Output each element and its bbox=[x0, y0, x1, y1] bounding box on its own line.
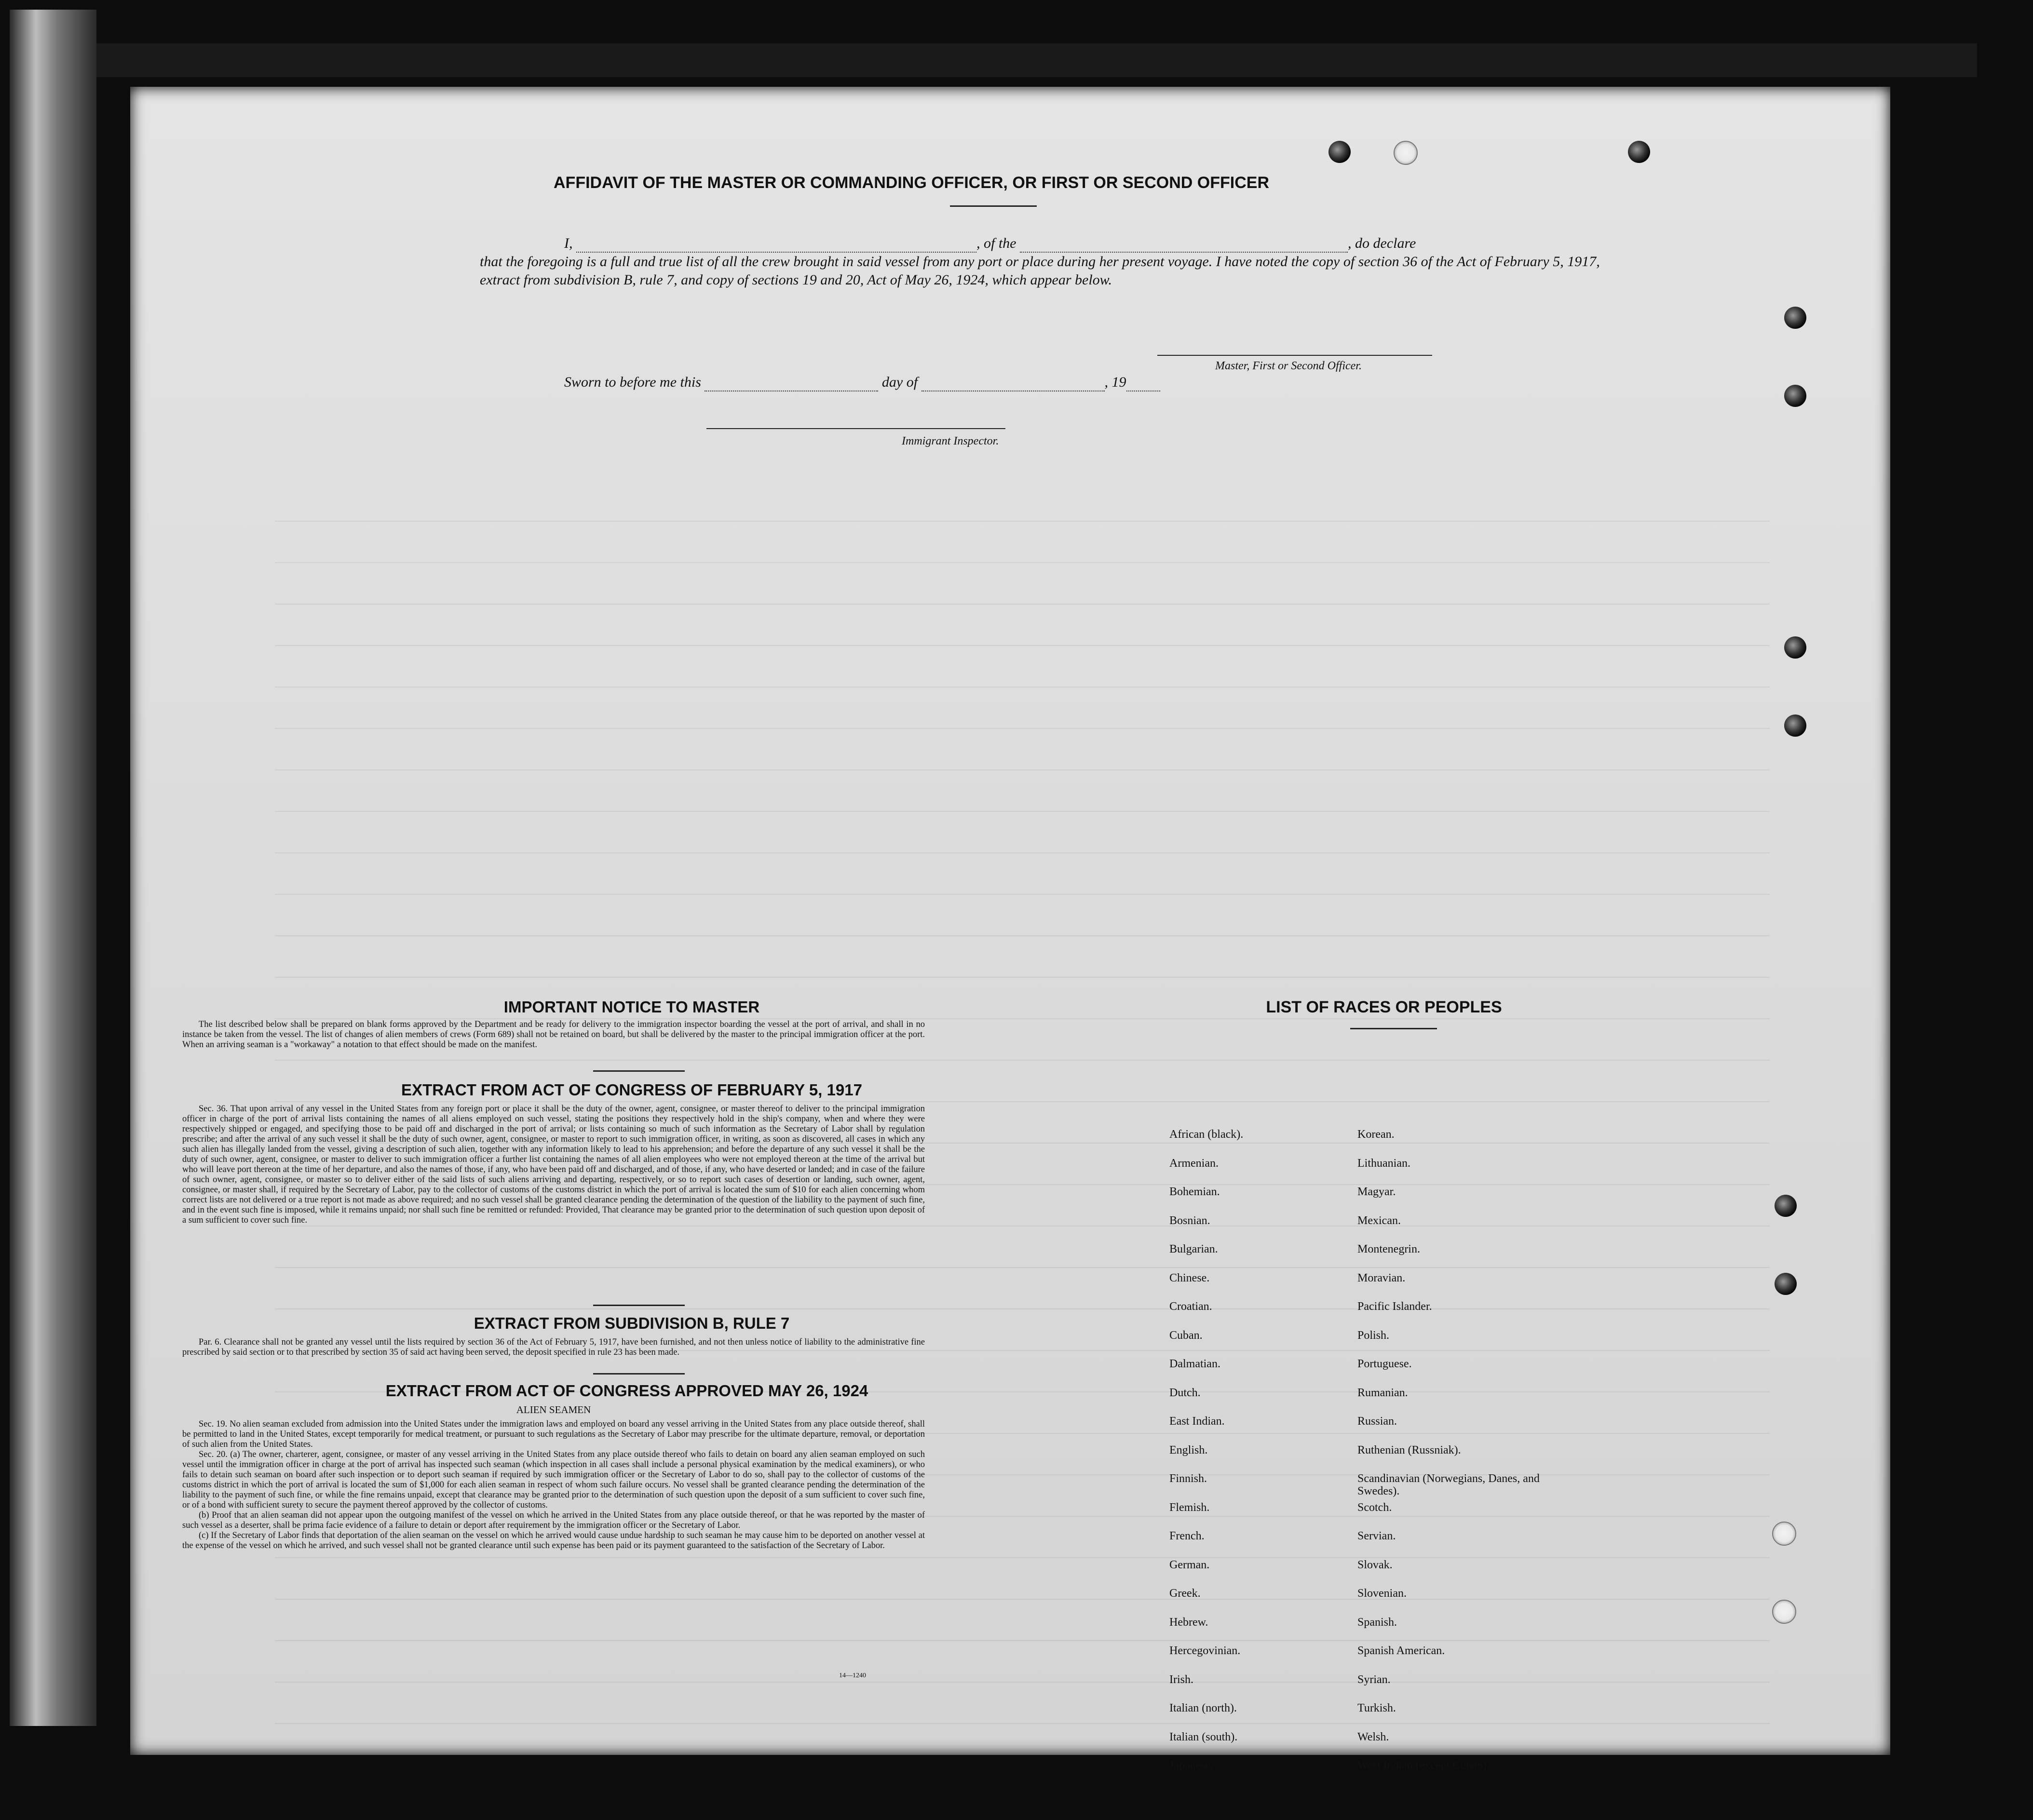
race-item: East Indian. bbox=[1169, 1415, 1225, 1428]
vessel-name-field[interactable] bbox=[1020, 238, 1348, 253]
race-item: Welsh. bbox=[1357, 1730, 1389, 1743]
inspector-signature-line[interactable] bbox=[706, 428, 1005, 429]
extract-1917-title: EXTRACT FROM ACT OF CONGRESS OF FEBRUARY 5, 1917 bbox=[401, 1081, 862, 1099]
race-item: Chinese. bbox=[1169, 1271, 1210, 1284]
ghost-line bbox=[275, 687, 1770, 688]
race-item: Croatian. bbox=[1169, 1300, 1212, 1313]
race-item: Spanish. bbox=[1357, 1616, 1397, 1629]
ghost-line bbox=[275, 645, 1770, 646]
manifest-page bbox=[130, 87, 1890, 1772]
affidavit-title: AFFIDAVIT OF THE MASTER OR COMMANDING OFFICER, OR FIRST OR SECOND OFFICER bbox=[554, 174, 1269, 192]
extract-1917-rule bbox=[593, 1305, 685, 1306]
affidavit-declaration-line bbox=[564, 234, 1615, 253]
master-signature-line[interactable] bbox=[1157, 355, 1432, 356]
sworn-day-field[interactable] bbox=[705, 377, 878, 391]
race-item: Lithuanian. bbox=[1357, 1157, 1410, 1170]
race-item: Cuban. bbox=[1169, 1329, 1203, 1342]
race-item: Bosnian. bbox=[1169, 1214, 1210, 1227]
race-item: Korean. bbox=[1357, 1128, 1395, 1141]
race-item: Flemish. bbox=[1169, 1501, 1210, 1514]
binder-hole bbox=[1772, 1600, 1796, 1624]
race-item: Greek. bbox=[1169, 1587, 1201, 1600]
race-item: Syrian. bbox=[1357, 1673, 1391, 1686]
extract-1924-subtitle: ALIEN SEAMEN bbox=[516, 1404, 591, 1416]
race-item: French. bbox=[1169, 1530, 1205, 1542]
ghost-line bbox=[275, 935, 1770, 936]
race-item: Armenian. bbox=[1169, 1157, 1219, 1170]
sec36-paragraph: Sec. 36. That upon arrival of any vessel in the United States from any foreign port or place it shall be the duty of the owner, agent, consignee, or master thereof to deliver to the principal immigration officer in charge of the port of arrival lists containing the names of all aliens employed on such vessel, stating the positions they respectively hold in the ship's company, when and where they were respectively shipped or engaged, and specifying those to be paid off and discharged in the port of arrival; or lists containing so much of such information as the Secretary of Labor shall by regulation prescribe; and after the arrival of any such vessel it shall be the duty of such owner, agent, consignee, or master to report to such immigration officer, in writing, as soon as discovered, all cases in which any such alien has illegally landed from the vessel, giving a description of such alien, together with any information likely to lead to his apprehension; and before the departure of any such vessel it shall be the duty of such owner, agent, consignee, or master to deliver to such immigration officer a further list containing the names of all alien employees who were not employed thereon at the time of the arrival but who will leave port thereon at the time of her departure, and also the names of those, if any, who have been paid off and discharged, and of those, if any, who have deserted or landed; and in case of the failure of such owner, agent, consignee, or master so to deliver either of the said lists of such aliens arriving and departing, respectively, or so to report such cases of desertion or landing, such owner, agent, consignee, or master shall, if required by the Secretary of Labor, pay to the collector of customs of the customs district in which the port of arrival is located the sum of $10 for each alien concerning whom correct lists are not delivered or a true report is not made as above required; and no such vessel shall be granted clearance pending the determination of the question of the liability to the payment of such fine, and in the event such fine is imposed, while it remains unpaid; nor shall such fine be remitted or refunded: Provided, That clearance may be granted prior to the determination of such question upon deposit of a sum sufficient to cover such fine. bbox=[182, 1104, 925, 1225]
notice-text bbox=[182, 1020, 925, 1050]
film-border-left bbox=[10, 10, 96, 1726]
race-item: Slovak. bbox=[1357, 1558, 1393, 1571]
declare-label: , do declare bbox=[1348, 235, 1416, 251]
ghost-line bbox=[275, 811, 1770, 812]
race-item: Bulgarian. bbox=[1169, 1243, 1218, 1255]
race-item: Pacific Islander. bbox=[1357, 1300, 1432, 1313]
sworn-month-field[interactable] bbox=[922, 377, 1105, 391]
race-item: Rumanian. bbox=[1357, 1386, 1408, 1399]
race-item: Japanese. bbox=[1169, 1759, 1214, 1772]
binder-hole bbox=[1784, 636, 1806, 659]
race-item: Servian. bbox=[1357, 1530, 1396, 1542]
ghost-line bbox=[275, 977, 1770, 978]
master-caption: Master, First or Second Officer. bbox=[1215, 360, 1362, 372]
day-of-label: day of bbox=[881, 374, 918, 390]
race-item: Bohemian. bbox=[1169, 1186, 1220, 1198]
race-item: German. bbox=[1169, 1558, 1210, 1571]
race-item: Irish. bbox=[1169, 1673, 1193, 1686]
race-item: Spanish American. bbox=[1357, 1645, 1445, 1657]
race-item: Dalmatian. bbox=[1169, 1358, 1220, 1370]
form-number: 14—1240 bbox=[839, 1672, 866, 1679]
race-item: West Indian (except Cuban). bbox=[1357, 1759, 1490, 1772]
ghost-line bbox=[275, 769, 1770, 770]
race-item: Russian. bbox=[1357, 1415, 1397, 1428]
ghost-line bbox=[275, 1060, 1770, 1061]
affidavit-body: that the foregoing is a full and true list of all the crew brought in said vessel from any port or place during her present voyage. I have noted the copy of section 36 of the Act of February 5, 1917, extract from subdivision B, rule 7, and copy of sections 19 and 20, Act of May 26, 1924, which appear below. bbox=[480, 254, 1600, 288]
race-item: Mexican. bbox=[1357, 1214, 1401, 1227]
sec20a-paragraph: Sec. 20. (a) The owner, charterer, agent, consignee, or master of any vessel arriving in the United States from any place outside thereof who fails to detain on board any alien seaman employed on such vessel until the immigration officer in charge at the port of arrival has inspected such seaman (which inspection in all cases shall include a personal physical examination by the medical examiners), or who fails to detain such seaman on board after such inspection or to deport such seaman if required by such immigration officer or the Secretary of Labor to do so, shall pay to the collector of customs of the customs district in which the port of arrival is located the sum of $1,000 for each alien seaman in respect of whom such failure occurs. No vessel shall be granted clearance pending the determination of the liability to the payment of such fine, or while the fine remains unpaid, except that clearance may be granted prior to the determination of such question upon the deposit of a sum sufficient to cover such fine, or of a bond with sufficient surety to secure the payment thereof approved by the collector of customs. bbox=[182, 1450, 925, 1510]
race-item: Scandinavian (Norwegians, Danes, and Swedes). bbox=[1357, 1472, 1540, 1497]
notice-title: IMPORTANT NOTICE TO MASTER bbox=[503, 998, 760, 1016]
ghost-line bbox=[275, 604, 1770, 605]
binder-hole bbox=[1775, 1195, 1797, 1217]
par6-paragraph: Par. 6. Clearance shall not be granted any vessel until the lists required by section 36 of the Act of February 5, 1917, have been furnished, and not then unless notice of liability to the administrative fine prescribed by said section or to that prescribed by section 35 of said act having been served, the deposit specified in rule 23 has been made. bbox=[182, 1337, 925, 1357]
notice-rule bbox=[593, 1070, 685, 1072]
vessel-label: , of the bbox=[976, 235, 1016, 251]
binder-hole bbox=[1784, 715, 1806, 737]
sworn-year-field[interactable] bbox=[1126, 377, 1160, 391]
sworn-line bbox=[564, 373, 1384, 391]
race-item: Italian (south). bbox=[1169, 1730, 1238, 1743]
extract-1917-text bbox=[182, 1104, 925, 1226]
film-border-top bbox=[96, 43, 1977, 77]
race-item: Hebrew. bbox=[1169, 1616, 1208, 1629]
ghost-line bbox=[275, 1101, 1770, 1102]
races-column-1 bbox=[1169, 1128, 1343, 1788]
races-column-2 bbox=[1357, 1128, 1560, 1788]
extract-rule7-rule bbox=[593, 1373, 685, 1375]
sec20c-paragraph: (c) If the Secretary of Labor finds that deportation of the alien seaman on the vessel on which he arrived would cause undue hardship to such seaman he may cause him to be deported on another vessel at the expense of the vessel on which he arrived, and such vessel shall not be granted clearance until such expense has been paid or its payment guaranteed to the satisfaction of the Secretary of Labor. bbox=[182, 1531, 925, 1550]
binder-hole bbox=[1784, 385, 1806, 407]
binder-hole bbox=[1772, 1522, 1796, 1546]
extract-1924-title: EXTRACT FROM ACT OF CONGRESS APPROVED MAY 26, 1924 bbox=[385, 1382, 868, 1400]
year-label: , 19 bbox=[1104, 374, 1126, 390]
binder-hole bbox=[1775, 1273, 1797, 1295]
race-item: Dutch. bbox=[1169, 1386, 1201, 1399]
ghost-line bbox=[275, 562, 1770, 563]
binder-hole bbox=[1784, 307, 1806, 329]
ghost-line bbox=[275, 728, 1770, 729]
declarant-label: I, bbox=[564, 235, 573, 251]
extract-rule7-text bbox=[182, 1337, 925, 1358]
inspector-caption: Immigrant Inspector. bbox=[902, 435, 999, 447]
race-item: Italian (north). bbox=[1169, 1702, 1237, 1714]
races-rule bbox=[1350, 1028, 1437, 1029]
race-item: African (black). bbox=[1169, 1128, 1244, 1141]
race-item: Scotch. bbox=[1357, 1501, 1392, 1514]
race-item: Finnish. bbox=[1169, 1472, 1207, 1485]
sworn-label: Sworn to before me this bbox=[564, 374, 701, 390]
ghost-line bbox=[275, 1018, 1770, 1019]
race-item: English. bbox=[1169, 1443, 1208, 1456]
race-item: Moravian. bbox=[1357, 1271, 1406, 1284]
race-item: Ruthenian (Russniak). bbox=[1357, 1443, 1461, 1456]
sec20b-paragraph: (b) Proof that an alien seaman did not appear upon the outgoing manifest of the vessel on which he arrived in the United States from any place outside thereof, or that he was reported by the master of such vessel as a deserter, shall be prima facie evidence of a failure to detain or deport after requirement by the immigration officer or the Secretary of Labor. bbox=[182, 1510, 925, 1530]
race-item: Polish. bbox=[1357, 1329, 1390, 1342]
binder-hole bbox=[1394, 141, 1418, 165]
race-item: Portuguese. bbox=[1357, 1358, 1412, 1370]
race-item: Montenegrin. bbox=[1357, 1243, 1420, 1255]
race-item: Hercegovinian. bbox=[1169, 1645, 1241, 1657]
sec19-paragraph: Sec. 19. No alien seaman excluded from admission into the United States under the immigration laws and employed on board any vessel arriving in the United States from any place outside thereof, shall be permitted to land in the United States, except temporarily for medical treatment, or pursuant to such regulations as the Secretary of Labor may prescribe for the ultimate departure, removal, or deportation of such alien from the United States. bbox=[182, 1419, 925, 1449]
ghost-line bbox=[275, 852, 1770, 853]
ghost-line bbox=[275, 894, 1770, 895]
binder-hole bbox=[1328, 141, 1351, 163]
race-item: Magyar. bbox=[1357, 1186, 1396, 1198]
ghost-line bbox=[275, 521, 1770, 522]
notice-paragraph: The list described below shall be prepared on blank forms approved by the Department and be ready for delivery to the immigration inspector boarding the vessel at the port of arrival, and shall in no instance be taken from the vessel. The list of changes of alien members of crews (Form 689) shall not be retained on board, but shall be delivered by the master to the principal immigration officer at the port. When an arriving seaman is a "workaway" a notation to that effect should be made on the manifest. bbox=[182, 1020, 925, 1050]
declarant-name-field[interactable] bbox=[576, 238, 976, 253]
binder-hole bbox=[1628, 141, 1650, 163]
races-title: LIST OF RACES OR PEOPLES bbox=[1266, 998, 1502, 1016]
race-item: Slovenian. bbox=[1357, 1587, 1407, 1600]
title-rule bbox=[950, 205, 1037, 207]
extract-1924-text bbox=[182, 1419, 925, 1551]
race-item: Turkish. bbox=[1357, 1702, 1396, 1714]
extract-rule7-title: EXTRACT FROM SUBDIVISION B, RULE 7 bbox=[474, 1314, 790, 1332]
